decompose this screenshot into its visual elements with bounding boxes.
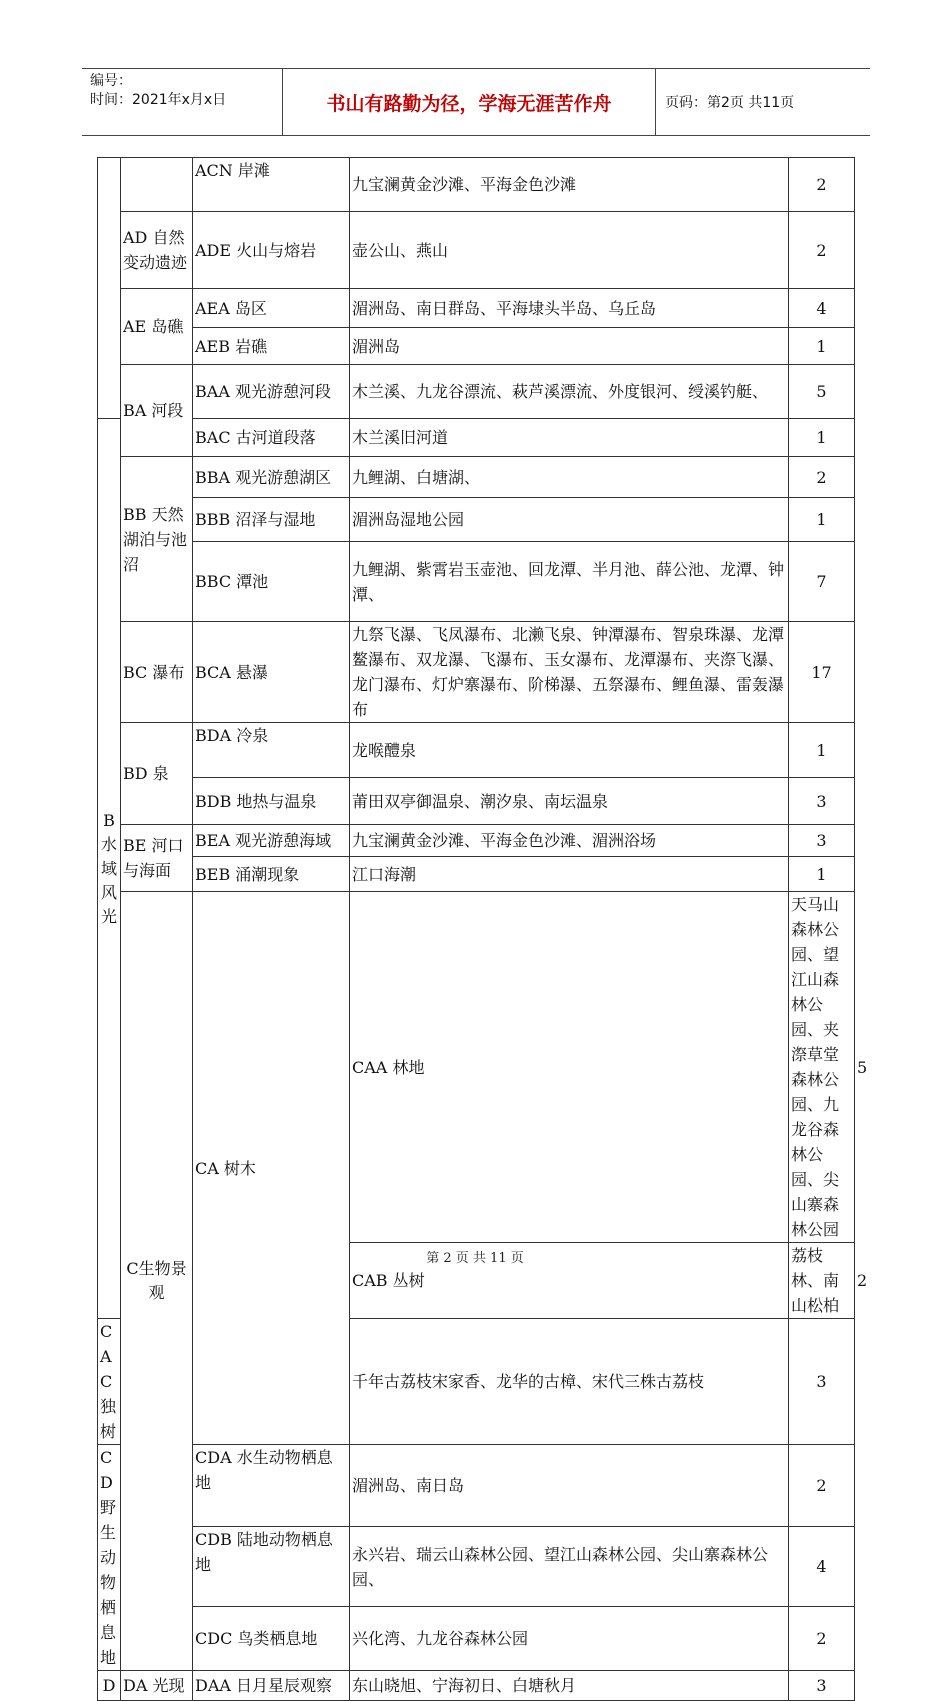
examples-cell: 湄洲岛、南日岛 [350,1445,789,1527]
table-row: CAB 丛树 荔枝林、南山松柏 2 [98,1243,855,1319]
subcategory-cell: AE 岛礁 [121,289,193,365]
count-cell: 3 [789,1671,855,1701]
document-date-label: 时间：2021年x月x日 [90,92,227,108]
type-code-cell: BEA 观光游憩海域 [193,825,350,857]
type-code-cell: BCA 悬瀑 [193,622,350,723]
page-footer: 第 2 页 共 11 页 [426,1251,524,1266]
table-row [98,419,855,457]
count-cell: 1 [789,723,855,778]
table-row [98,1607,855,1671]
count-cell: 7 [789,542,855,622]
category-cell: D [98,1671,121,1701]
type-code-cell: CAC 独树 [98,1319,121,1445]
count-cell: 2 [789,158,855,212]
table-row [98,1445,855,1527]
table-row [98,1526,855,1606]
count-cell: 4 [789,1526,855,1606]
table-row [98,457,855,498]
table-row [98,542,855,622]
examples-cell: 九鲤湖、紫霄岩玉壶池、回龙潭、半月池、薛公池、龙潭、钟潭、 [350,542,789,622]
count-cell: 2 [789,1445,855,1527]
document-number-label: 编号： [90,73,132,89]
table-row [98,289,855,328]
subcategory-cell: CA 树木 [193,892,350,1445]
type-code-cell: BBB 沼泽与湿地 [193,498,350,542]
subcategory-cell: BC 瀑布 [121,622,193,723]
type-code-cell: AEB 岩礁 [193,328,350,365]
category-cell: C生物景观 [121,892,193,1671]
examples-cell: 荔枝林、南山松柏 [789,1243,855,1319]
examples-cell: 天马山森林公园、望江山森林公园、夹漈草堂森林公园、九龙谷森林公园、尖山寨森林公园 [789,892,855,1243]
table-row [98,778,855,825]
examples-cell: 龙喉醴泉 [350,723,789,778]
header-motto: 书山有路勤为径，学海无涯苦作舟 [326,92,612,115]
type-code-cell: AEA 岛区 [193,289,350,328]
subcategory-cell: BA 河段 [121,365,193,457]
examples-cell: 湄洲岛、南日群岛、平海埭头半岛、乌丘岛 [350,289,789,328]
subcategory-cell: BD 泉 [121,723,193,825]
count-cell: 4 [789,289,855,328]
count-cell: 3 [789,778,855,825]
count-cell: 2 [789,212,855,289]
subcategory-cell: DA 光现 [121,1671,193,1701]
examples-cell: 莆田双亭御温泉、潮汐泉、南坛温泉 [350,778,789,825]
table-row [98,622,855,723]
examples-cell: 湄洲岛 [350,328,789,365]
type-code-cell: CDB 陆地动物栖息地 [193,1526,350,1606]
header-divider-right [655,68,656,136]
subcategory-cell: CD 野生动物栖息地 [98,1445,121,1671]
count-cell: 1 [789,328,855,365]
subcategory-cell: AD 自然变动遗迹 [121,212,193,289]
type-code-cell: CAB 丛树 [350,1243,789,1319]
page-header [82,68,870,136]
type-code-cell: BAA 观光游憩河段 [193,365,350,419]
subcategory-cell-ac [121,158,193,212]
header-meta [90,72,226,110]
table-row [98,498,855,542]
type-code-cell: ADE 火山与熔岩 [193,212,350,289]
header-page-label: 页码：第2页 共11页 [665,95,795,111]
table-row [98,212,855,289]
count-cell: 5 [789,365,855,419]
type-code-cell: BBC 潭池 [193,542,350,622]
table-row [98,723,855,778]
examples-cell: 九宝澜黄金沙滩、平海金色沙滩 [350,158,789,212]
count-cell: 1 [789,419,855,457]
type-code-cell: DAA 日月星辰观察 [193,1671,350,1701]
table-row [98,825,855,857]
resource-table [97,157,868,1701]
count-cell: 1 [789,498,855,542]
table-row [98,158,855,212]
examples-cell: 江口海潮 [350,857,789,892]
type-code-cell: BAC 古河道段落 [193,419,350,457]
examples-cell: 九鲤湖、白塘湖、 [350,457,789,498]
examples-cell: 壶公山、燕山 [350,212,789,289]
subcategory-cell: BE 河口与海面 [121,825,193,892]
count-cell: 17 [789,622,855,723]
table-row: C生物景观 CA 树木 CAA 林地 天马山森林公园、望江山森林公园、夹漈草堂森林公园、九龙谷森林公园、尖山寨森林公园 5 [98,892,855,1243]
type-code-cell: CDA 水生动物栖息地 [193,1445,350,1527]
subcategory-cell: BB 天然湖泊与池沼 [121,457,193,622]
type-code-cell: BEB 涌潮现象 [193,857,350,892]
count-cell: 1 [789,857,855,892]
type-code-cell: CDC 鸟类栖息地 [193,1607,350,1671]
type-code-cell: BBA 观光游憩湖区 [193,457,350,498]
category-cell: B水域风光 [98,419,121,1319]
examples-cell: 千年古荔枝宋家香、龙华的古樟、宋代三株古荔枝 [350,1319,789,1445]
examples-cell: 兴化湾、九龙谷森林公园 [350,1607,789,1671]
table-row [98,365,855,419]
examples-cell: 九祭飞瀑、飞凤瀑布、北濑飞泉、钟潭瀑布、智泉珠瀑、龙潭鳌瀑布、双龙瀑、飞瀑布、玉女瀑布、龙潭瀑布、夹漈飞瀑、龙门瀑布、灯炉寨瀑布、阶梯瀑、五祭瀑布、鲤鱼瀑、雷轰瀑布 [350,622,789,723]
category-cell-a [98,158,121,419]
count-cell: 3 [789,825,855,857]
type-code-cell: CAA 林地 [350,892,789,1243]
examples-cell: 湄洲岛湿地公园 [350,498,789,542]
type-code-cell: BDA 冷泉 [193,723,350,778]
examples-cell: 九宝澜黄金沙滩、平海金色沙滩、湄洲浴场 [350,825,789,857]
count-cell: 3 [789,1319,855,1445]
type-code-cell: ACN 岸滩 [193,158,350,212]
examples-cell: 东山晓旭、宁海初日、白塘秋月 [350,1671,789,1701]
type-code-cell: BDB 地热与温泉 [193,778,350,825]
table-row [98,328,855,365]
count-cell: 2 [789,457,855,498]
count-cell: 2 [789,1607,855,1671]
examples-cell: 永兴岩、瑞云山森林公园、望江山森林公园、尖山寨森林公园、 [350,1526,789,1606]
table-row [98,1671,855,1701]
examples-cell: 木兰溪旧河道 [350,419,789,457]
examples-cell: 木兰溪、九龙谷漂流、萩芦溪漂流、外度银河、绶溪钓艇、 [350,365,789,419]
table-row [98,857,855,892]
